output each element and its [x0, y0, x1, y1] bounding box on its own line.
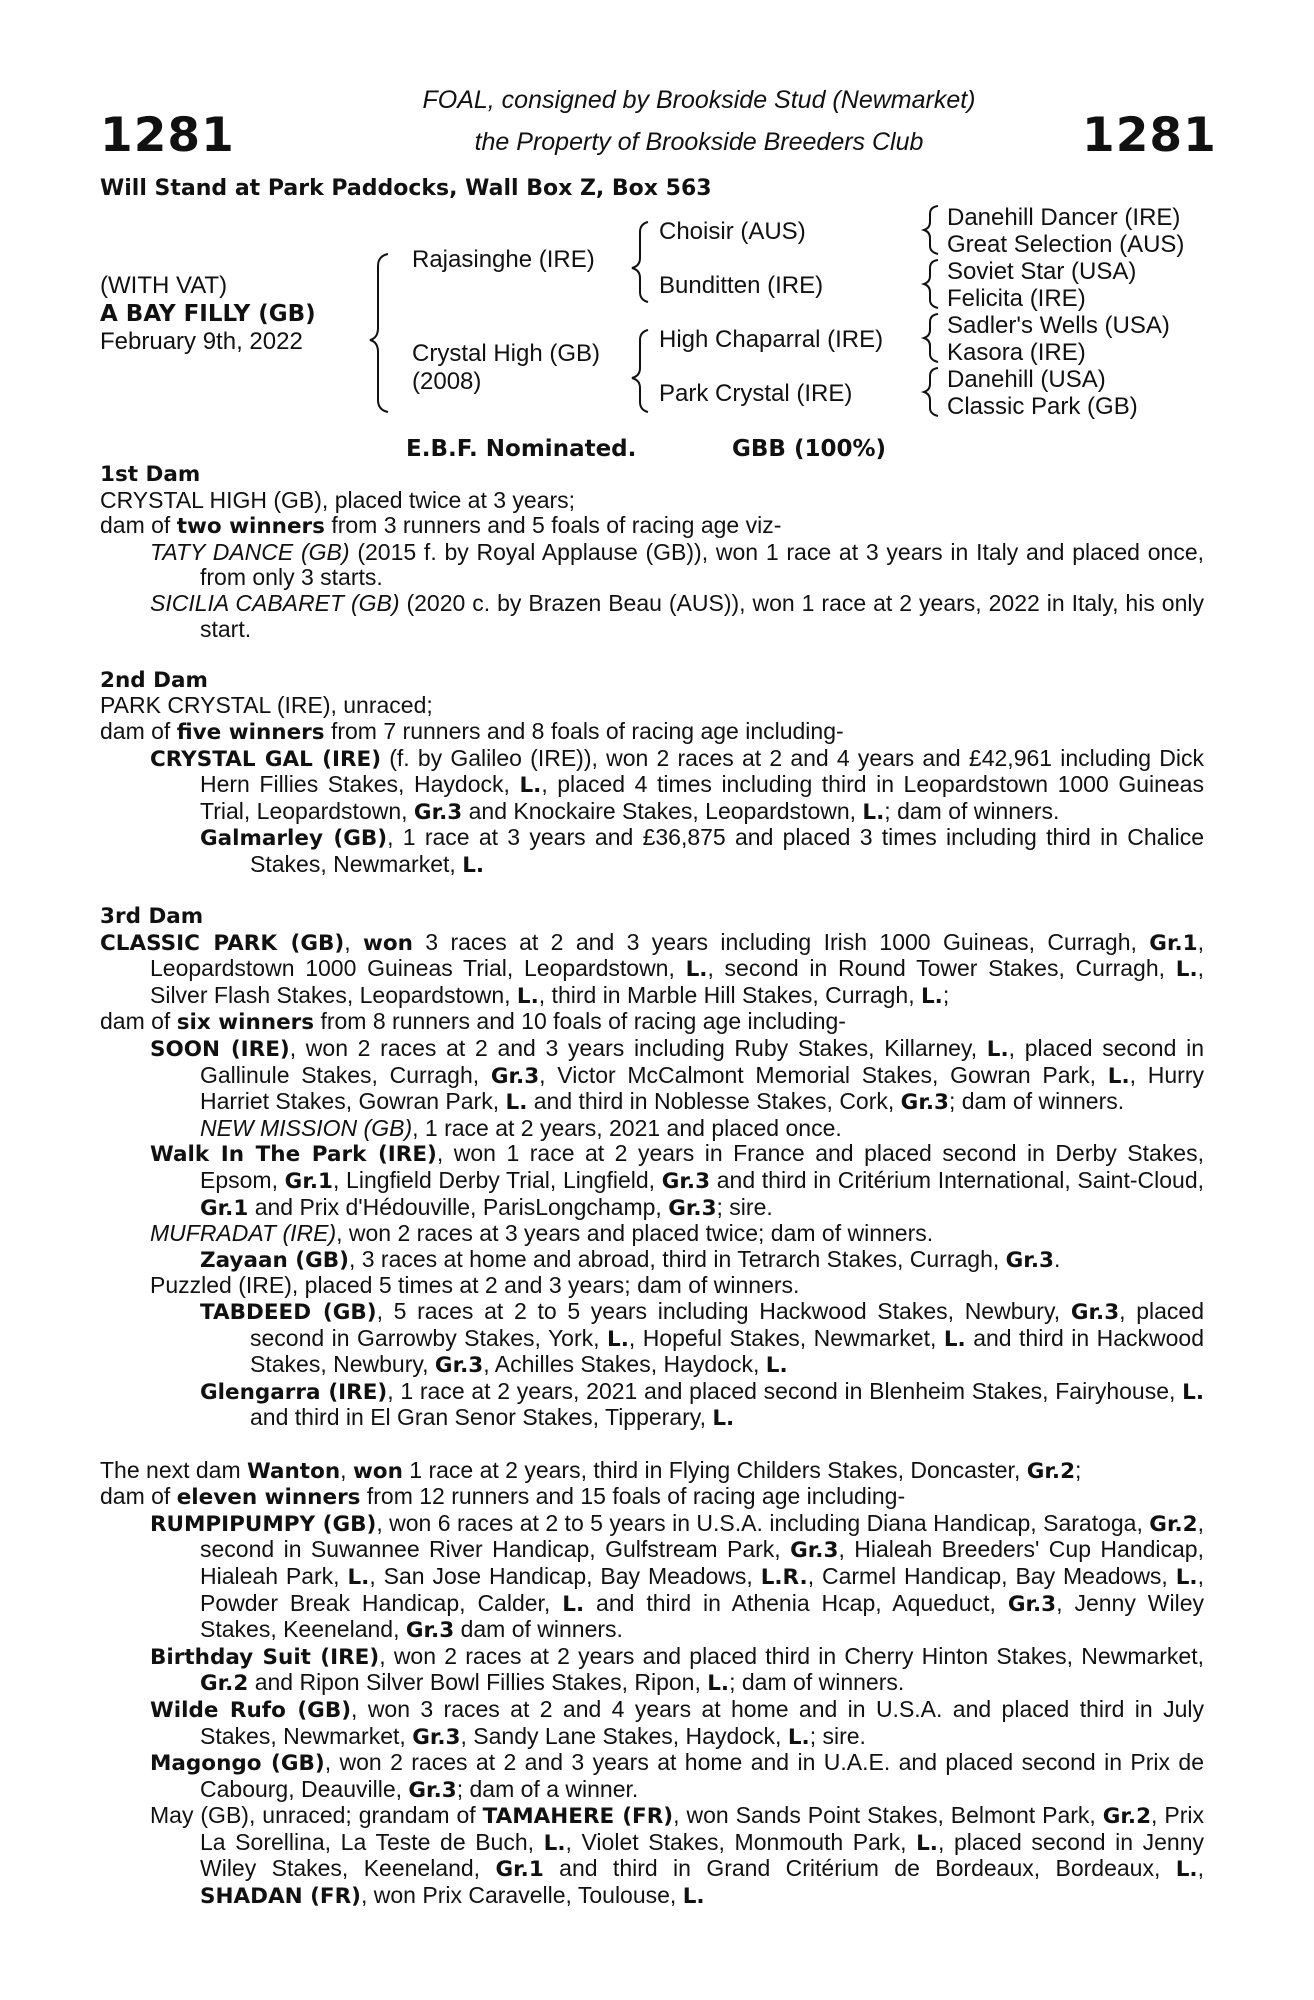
text-run: won	[352, 1458, 403, 1484]
text-run: ,	[344, 928, 363, 955]
sire-dam-name: Bunditten (IRE)	[659, 272, 824, 299]
text-run: , Prix La Sorellina, La Teste de Buch,	[200, 1802, 1204, 1855]
text-run: , second in Suwannee River Handicap, Gulfstream Park,	[200, 1509, 1204, 1563]
text-run: dam of	[100, 717, 177, 744]
text-run: L.	[519, 773, 542, 799]
text-run: TATY DANCE (GB)	[150, 538, 350, 565]
text-run: dam of winners.	[454, 1616, 623, 1643]
text-run: RUMPIPUMPY (GB)	[150, 1511, 377, 1537]
third-dam-grand-offspring-glengarra	[100, 1379, 1204, 1432]
vat-label: (WITH VAT)	[100, 272, 228, 299]
text-run: ;	[1075, 1456, 1082, 1483]
bracket-dam	[632, 330, 648, 412]
text-run: , 1 race at 2 years, 2021 and placed once.	[412, 1114, 842, 1141]
text-run: , won 2 races at 3 years and placed twice; dam of winners.	[336, 1220, 934, 1247]
text-run: L.	[347, 1564, 370, 1590]
text-run: , Hopeful Stakes, Newmarket,	[628, 1324, 944, 1351]
text-run: L.	[920, 983, 943, 1009]
text-run: Gr.1	[495, 1857, 544, 1883]
text-run: Gr.3	[790, 1538, 839, 1564]
text-run: (f. by Galileo (IRE)), won 2 races at 2 and 4 years and £42,961 including Dick Hern Fillies Stakes, Haydock,	[200, 744, 1204, 798]
text-run: Gr.3	[412, 1724, 461, 1750]
next-dam-offspring-magongo	[100, 1750, 1204, 1803]
text-run: , won 2 races at 2 years and placed third in Cherry Hinton Stakes, Newmarket,	[379, 1642, 1204, 1669]
text-run: ; dam of a winner.	[456, 1775, 639, 1802]
third-dam-grand-offspring-new-mission	[100, 1116, 1204, 1142]
text-run: and third in Hackwood Stakes, Newbury,	[250, 1324, 1205, 1378]
text-run: L.	[1182, 1379, 1204, 1405]
text-run: , placed second in Gallinule Stakes, Curragh,	[200, 1035, 1204, 1088]
text-run: Gr.3	[413, 799, 463, 825]
lot-number-left: 1281	[100, 108, 235, 163]
text-run: ; dam of winners.	[884, 797, 1060, 824]
ancestor-8: Classic Park (GB)	[947, 393, 1138, 420]
text-run: , won 2 races at 2 and 3 years including Ruby Stakes, Killarney,	[289, 1035, 987, 1062]
text-run: Gr.3	[1005, 1247, 1054, 1273]
third-dam-offspring-soon	[100, 1036, 1204, 1116]
text-run: , Hurry Harriet Stakes, Gowran Park,	[200, 1061, 1205, 1115]
text-run: five winners	[176, 719, 325, 745]
text-run: , second in Round Tower Stakes, Curragh,	[707, 955, 1176, 982]
text-run: Glengarra (IRE)	[200, 1379, 388, 1405]
text-run: and third in Noblesse Stakes, Cork,	[527, 1088, 901, 1115]
lot-number-right: 1281	[1082, 108, 1217, 163]
text-run: , Carmel Handicap, Bay Meadows,	[807, 1562, 1176, 1589]
text-run: Gr.1	[1149, 930, 1198, 956]
third-dam-offspring-mufradat	[100, 1221, 1204, 1247]
text-run: L.	[707, 1671, 730, 1697]
bracket-g4	[924, 368, 938, 416]
text-run: ; sire.	[716, 1193, 773, 1220]
text-run: (2020 c. by Brazen Beau (AUS)), won 1 race at 2 years, 2022 in Italy, his only start.	[200, 589, 1204, 642]
text-run: , Victor McCalmont Memorial Stakes, Gowran Park,	[539, 1061, 1108, 1088]
gbb-status: GBB (100%)	[732, 436, 887, 462]
text-run: , Violet Stakes, Monmouth Park,	[565, 1828, 917, 1855]
text-run: TAMAHERE (FR)	[482, 1804, 674, 1830]
text-run: dam of	[100, 1483, 177, 1510]
ancestor-4: Felicita (IRE)	[947, 285, 1086, 312]
text-run: CLASSIC PARK (GB)	[100, 930, 345, 956]
text-run: L.	[607, 1326, 629, 1352]
dam-dam-name: Park Crystal (IRE)	[659, 380, 853, 407]
text-run: , Silver Flash Stakes, Leopardstown,	[150, 955, 1205, 1008]
text-run: 1 race at 2 years, third in Flying Childers Stakes, Doncaster,	[402, 1456, 1027, 1483]
text-run: Walk In The Park (IRE)	[150, 1142, 437, 1168]
text-run: Gr.2	[1102, 1804, 1152, 1830]
ancestor-1: Danehill Dancer (IRE)	[947, 204, 1181, 231]
text-run: Zayaan (GB)	[200, 1247, 349, 1273]
text-run: Gr.3	[900, 1090, 949, 1116]
text-run: L.	[787, 1724, 810, 1750]
text-run: , placed second in Jenny Wiley Stakes, Keeneland,	[200, 1828, 1205, 1882]
third-dam-grand-offspring-tabdeed	[100, 1299, 1204, 1379]
text-run: L.	[862, 799, 885, 825]
text-run: L.R.	[760, 1564, 808, 1590]
text-run: SHADAN (FR)	[200, 1884, 361, 1910]
text-run: , Sandy Lane Stakes, Haydock,	[460, 1722, 788, 1749]
text-run: and third in Grand Critérium de Bordeaux, Bordeaux,	[543, 1855, 1176, 1882]
bracket-sire	[632, 222, 648, 302]
third-dam-produce	[100, 1009, 1204, 1036]
next-dam-offspring-may	[100, 1803, 1204, 1909]
text-run: L.	[986, 1037, 1009, 1063]
next-dam-line	[100, 1458, 1204, 1485]
text-run: , won 6 races at 2 to 5 years in U.S.A. including Diana Handicap, Saratoga,	[376, 1509, 1150, 1536]
text-run: ,	[340, 1456, 353, 1483]
text-run: , third in Marble Hill Stakes, Curragh,	[538, 981, 921, 1008]
third-dam-line	[100, 930, 1204, 1010]
text-run: , San Jose Handicap, Bay Meadows,	[369, 1562, 761, 1589]
first-dam-produce	[100, 513, 1204, 540]
text-run: , won 3 races at 2 and 4 years at home and in U.S.A. and placed third in July Stakes, Newmarket,	[200, 1695, 1204, 1749]
text-run: L.	[943, 1326, 966, 1352]
text-run: dam of	[100, 512, 177, 539]
second-dam-grand-offspring-1	[100, 825, 1204, 878]
bracket-g2	[924, 260, 938, 308]
text-run: NEW MISSION (GB)	[200, 1114, 413, 1141]
second-dam-produce	[100, 719, 1204, 746]
text-run: Galmarley (GB)	[200, 826, 388, 852]
text-run: SOON (IRE)	[150, 1037, 290, 1063]
text-run: , won Sands Point Stakes, Belmont Park,	[673, 1802, 1103, 1829]
ancestor-2: Great Selection (AUS)	[947, 231, 1185, 258]
text-run: , Achilles Stakes, Haydock,	[483, 1351, 766, 1378]
text-run: two winners	[176, 514, 325, 540]
text-run: Gr.3	[490, 1063, 540, 1089]
text-run: six winners	[176, 1010, 315, 1036]
next-dam-offspring-wilde-rufo	[100, 1697, 1204, 1750]
text-run: Gr.3	[661, 1169, 711, 1195]
first-dam-heading: 1st Dam	[100, 462, 201, 487]
text-run: , 1 race at 2 years, 2021 and placed second in Blenheim Stakes, Fairyhouse,	[387, 1377, 1183, 1404]
text-run: , Leopardstown 1000 Guineas Trial, Leopardstown,	[150, 928, 1204, 982]
text-run: L.	[765, 1353, 788, 1379]
sire-sire-name: Choisir (AUS)	[659, 218, 806, 245]
text-run: Gr.2	[1026, 1458, 1076, 1484]
text-run: won	[362, 930, 413, 956]
ancestor-5: Sadler's Wells (USA)	[947, 312, 1170, 339]
text-run: , 1 race at 3 years and £36,875 and placed 3 times including third in Chalice Stakes, Newmarket,	[250, 824, 1204, 877]
next-dam-offspring-birthday-suit	[100, 1644, 1204, 1697]
text-run: Gr.3	[405, 1618, 455, 1644]
foaling-date: February 9th, 2022	[100, 328, 303, 355]
text-run: and third in El Gran Senor Stakes, Tipperary,	[250, 1404, 713, 1431]
second-dam-line: PARK CRYSTAL (IRE), unraced;	[100, 692, 433, 719]
text-run: , won 2 races at 2 and 3 years at home and in U.A.E. and placed second in Prix de Cabourg, Deauville,	[200, 1749, 1204, 1802]
text-run: from 3 runners and 5 foals of racing age viz-	[324, 512, 782, 539]
text-run: ; sire.	[809, 1722, 866, 1749]
second-dam-heading: 2nd Dam	[100, 667, 208, 693]
text-run: , placed second in Garrowby Stakes, York,	[250, 1298, 1205, 1351]
text-run: 3 races at 2 and 3 years including Irish 1000 Guineas, Curragh,	[412, 928, 1150, 955]
next-dam-produce	[100, 1484, 1204, 1511]
text-run: L.	[916, 1830, 938, 1856]
text-run: , Jenny Wiley Stakes, Keeneland,	[200, 1589, 1204, 1643]
text-run: (2015 f. by Royal Applause (GB)), won 1 race at 3 years in Italy and placed once, from only 3 starts.	[200, 538, 1205, 591]
ancestor-7: Danehill (USA)	[947, 366, 1106, 393]
text-run: , Hialeah Breeders' Cup Handicap, Hialeah Park,	[200, 1536, 1204, 1589]
ancestor-6: Kasora (IRE)	[947, 339, 1086, 366]
text-run: from 7 runners and 8 foals of racing age including-	[324, 717, 844, 744]
text-run: Gr.3	[408, 1777, 457, 1803]
text-run: and third in Critérium International, Saint-Cloud,	[710, 1167, 1204, 1194]
text-run: ; dam of winners.	[729, 1669, 905, 1696]
second-dam-offspring-1	[100, 746, 1204, 826]
ancestor-3: Soviet Star (USA)	[947, 258, 1137, 285]
consignment-line-1: FOAL, consigned by Brookside Stud (Newmarket)	[422, 86, 976, 114]
text-run: .	[1053, 1245, 1061, 1272]
text-run: dam of	[100, 1008, 177, 1035]
text-run: from 12 runners and 15 foals of racing age including-	[360, 1483, 906, 1510]
third-dam-heading: 3rd Dam	[100, 904, 204, 930]
text-run: MUFRADAT (IRE)	[150, 1220, 337, 1247]
text-run: , won Prix Caravelle, Toulouse,	[360, 1882, 683, 1909]
text-run: May (GB), unraced; grandam of	[150, 1802, 483, 1829]
text-run: Gr.1	[200, 1195, 249, 1221]
text-run: , Lingfield Derby Trial, Lingfield,	[332, 1167, 662, 1194]
dam-sire-name: High Chaparral (IRE)	[659, 326, 884, 353]
text-run: , 5 races at 2 to 5 years including Hackwood Stakes, Newbury,	[376, 1298, 1071, 1324]
text-run: L.	[682, 1884, 705, 1910]
text-run: ,	[1197, 1855, 1204, 1882]
text-run: SICILIA CABARET (GB)	[150, 589, 400, 616]
text-run: L.	[1107, 1063, 1130, 1089]
text-run: , placed 4 times including third in Leopardstown 1000 Guineas Trial, Leopardstown,	[200, 771, 1204, 824]
bracket-g1	[924, 206, 938, 254]
text-run: Wilde Rufo (GB)	[150, 1697, 352, 1723]
text-run: and Prix d'Hédouville, ParisLongchamp,	[248, 1193, 669, 1220]
third-dam-grand-offspring-zayaan	[100, 1247, 1204, 1274]
text-run: L.	[562, 1591, 585, 1617]
first-dam-offspring-1	[100, 540, 1204, 591]
text-run: from 8 runners and 10 foals of racing age including-	[314, 1008, 846, 1035]
text-run: , Powder Break Handicap, Calder,	[200, 1562, 1204, 1616]
text-run: , won 1 race at 2 years in France and placed second in Derby Stakes, Epsom,	[200, 1140, 1204, 1194]
text-run: Gr.2	[200, 1671, 249, 1697]
text-run: L.	[505, 1090, 528, 1116]
consignment-line-2: the Property of Brookside Breeders Club	[474, 128, 924, 156]
text-run: Gr.2	[1149, 1511, 1198, 1537]
first-dam-line: CRYSTAL HIGH (GB), placed twice at 3 years;	[100, 486, 576, 513]
text-run: CRYSTAL GAL (IRE)	[150, 746, 382, 772]
text-run: Birthday Suit (IRE)	[150, 1644, 380, 1670]
text-run: L.	[516, 983, 539, 1009]
text-run: L.	[1175, 1564, 1198, 1590]
dam-name: Crystal High (GB)	[412, 340, 601, 367]
text-run: Gr.1	[284, 1169, 333, 1195]
text-run: ;	[942, 981, 950, 1008]
next-dam-offspring-rumpipumpy	[100, 1511, 1204, 1644]
text-run: , 3 races at home and abroad, third in Tetrarch Stakes, Curragh,	[348, 1245, 1006, 1272]
text-run: L.	[1175, 957, 1198, 983]
text-run: Gr.3	[1007, 1591, 1057, 1617]
text-run: Gr.3	[1070, 1300, 1120, 1325]
text-run: Wanton	[247, 1458, 341, 1484]
text-run: and Ripon Silver Bowl Fillies Stakes, Ripon,	[248, 1669, 708, 1696]
sire-name: Rajasinghe (IRE)	[412, 246, 595, 273]
text-run: and Knockaire Stakes, Leopardstown,	[462, 797, 863, 824]
horse-name: A BAY FILLY (GB)	[100, 301, 316, 327]
bracket-g3	[924, 314, 938, 362]
text-run: The next dam	[100, 1456, 248, 1483]
text-run: Gr.3	[668, 1195, 717, 1221]
stand-location: Will Stand at Park Paddocks, Wall Box Z, Box 563	[100, 176, 712, 201]
bracket-horse	[370, 254, 388, 412]
third-dam-offspring-puzzled: Puzzled (IRE), placed 5 times at 2 and 3 years; dam of winners.	[150, 1272, 800, 1299]
text-run: L.	[543, 1830, 566, 1856]
text-run: ; dam of winners.	[948, 1088, 1125, 1115]
text-run: Magongo (GB)	[150, 1751, 325, 1777]
text-run: L.	[685, 957, 708, 983]
dam-year: (2008)	[412, 368, 482, 395]
text-run: L.	[1175, 1857, 1198, 1883]
text-run: Gr.3	[434, 1353, 484, 1379]
text-run: and third in Athenia Hcap, Aqueduct,	[584, 1589, 1008, 1616]
text-run: eleven winners	[176, 1485, 361, 1511]
catalogue-text	[100, 462, 1204, 1910]
text-run: L.	[462, 852, 485, 878]
text-run: TABDEED (GB)	[200, 1300, 377, 1325]
first-dam-offspring-2	[100, 591, 1204, 642]
third-dam-offspring-walk-in-the-park	[100, 1141, 1204, 1221]
text-run: L.	[712, 1406, 735, 1432]
ebf-nominated: E.B.F. Nominated.	[406, 436, 637, 462]
